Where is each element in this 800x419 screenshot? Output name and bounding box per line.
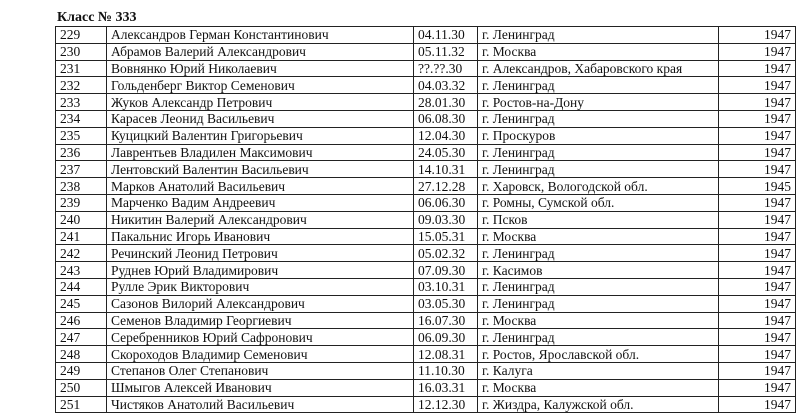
graduation-year: 1945 (719, 178, 796, 195)
student-name: Руднев Юрий Владимирович (107, 262, 414, 279)
row-number: 232 (56, 77, 107, 94)
birth-date: 15.05.31 (414, 228, 478, 245)
student-name: Жуков Александр Петрович (107, 94, 414, 111)
student-name: Пакальнис Игорь Иванович (107, 228, 414, 245)
birth-date: 12.04.30 (414, 127, 478, 144)
graduation-year: 1947 (719, 312, 796, 329)
row-number: 241 (56, 228, 107, 245)
student-name: Гольденберг Виктор Семенович (107, 77, 414, 94)
student-name: Чистяков Анатолий Васильевич (107, 396, 414, 413)
birth-place: г. Ленинград (478, 144, 719, 161)
graduation-year: 1947 (719, 110, 796, 127)
birth-place: г. Ромны, Сумской обл. (478, 194, 719, 211)
table-row (56, 43, 796, 60)
graduation-year: 1947 (719, 211, 796, 228)
student-name: Куцицкий Валентин Григорьевич (107, 127, 414, 144)
birth-date: 06.08.30 (414, 110, 478, 127)
birth-place: г. Москва (478, 312, 719, 329)
student-name: Никитин Валерий Александрович (107, 211, 414, 228)
birth-place: г. Калуга (478, 362, 719, 379)
birth-place: г. Москва (478, 379, 719, 396)
graduation-year: 1947 (719, 362, 796, 379)
row-number: 237 (56, 161, 107, 178)
graduation-year: 1947 (719, 346, 796, 363)
birth-date: 16.07.30 (414, 312, 478, 329)
birth-date: 03.05.30 (414, 295, 478, 312)
student-name: Марченко Вадим Андреевич (107, 194, 414, 211)
table-row (56, 245, 796, 262)
class-caption: Класс № 333 (57, 10, 137, 25)
graduation-year: 1947 (719, 194, 796, 211)
student-name: Серебренников Юрий Сафронович (107, 329, 414, 346)
student-name: Сазонов Вилорий Александрович (107, 295, 414, 312)
graduation-year: 1947 (719, 60, 796, 77)
row-number: 239 (56, 194, 107, 211)
graduation-year: 1947 (719, 161, 796, 178)
birth-place: г. Ленинград (478, 245, 719, 262)
graduation-year: 1947 (719, 127, 796, 144)
birth-place: г. Ленинград (478, 77, 719, 94)
birth-date: 27.12.28 (414, 178, 478, 195)
birth-date: 05.11.32 (414, 43, 478, 60)
birth-date: 14.10.31 (414, 161, 478, 178)
row-number: 249 (56, 362, 107, 379)
birth-date: 04.11.30 (414, 27, 478, 44)
graduation-year: 1947 (719, 144, 796, 161)
graduation-year: 1947 (719, 295, 796, 312)
row-number: 251 (56, 396, 107, 413)
table-row (56, 346, 796, 363)
birth-place: г. Проскуров (478, 127, 719, 144)
graduation-year: 1947 (719, 228, 796, 245)
row-number: 230 (56, 43, 107, 60)
birth-date: 03.10.31 (414, 278, 478, 295)
graduation-year: 1947 (719, 77, 796, 94)
table-row (56, 211, 796, 228)
table-row (56, 161, 796, 178)
table-row (56, 144, 796, 161)
student-name: Лаврентьев Владилен Максимович (107, 144, 414, 161)
table-row (56, 379, 796, 396)
graduation-year: 1947 (719, 43, 796, 60)
student-name: Абрамов Валерий Александрович (107, 43, 414, 60)
birth-date: 09.03.30 (414, 211, 478, 228)
birth-date: 24.05.30 (414, 144, 478, 161)
table-row (56, 329, 796, 346)
birth-place: г. Касимов (478, 262, 719, 279)
birth-place: г. Москва (478, 43, 719, 60)
row-number: 240 (56, 211, 107, 228)
birth-place: г. Ленинград (478, 278, 719, 295)
student-table (55, 26, 796, 413)
student-name: Марков Анатолий Васильевич (107, 178, 414, 195)
row-number: 244 (56, 278, 107, 295)
birth-place: г. Харовск, Вологодской обл. (478, 178, 719, 195)
table-row (56, 362, 796, 379)
birth-place: г. Жиздра, Калужской обл. (478, 396, 719, 413)
birth-place: г. Ростов, Ярославской обл. (478, 346, 719, 363)
birth-place: г. Ленинград (478, 27, 719, 44)
table-row (56, 127, 796, 144)
birth-date: 05.02.32 (414, 245, 478, 262)
row-number: 229 (56, 27, 107, 44)
table-row (56, 77, 796, 94)
row-number: 246 (56, 312, 107, 329)
table-row (56, 94, 796, 111)
student-name: Шмыгов Алексей Иванович (107, 379, 414, 396)
row-number: 247 (56, 329, 107, 346)
birth-date: 16.03.31 (414, 379, 478, 396)
graduation-year: 1947 (719, 245, 796, 262)
birth-place: г. Ленинград (478, 329, 719, 346)
table-row (56, 278, 796, 295)
row-number: 250 (56, 379, 107, 396)
graduation-year: 1947 (719, 329, 796, 346)
table-row (56, 110, 796, 127)
birth-place: г. Александров, Хабаровского края (478, 60, 719, 77)
row-number: 234 (56, 110, 107, 127)
birth-date: 07.09.30 (414, 262, 478, 279)
birth-place: г. Ленинград (478, 110, 719, 127)
row-number: 238 (56, 178, 107, 195)
row-number: 231 (56, 60, 107, 77)
graduation-year: 1947 (719, 379, 796, 396)
graduation-year: 1947 (719, 396, 796, 413)
table-row (56, 27, 796, 44)
student-name: Вовнянко Юрий Николаевич (107, 60, 414, 77)
graduation-year: 1947 (719, 94, 796, 111)
table-row (56, 178, 796, 195)
student-name: Степанов Олег Степанович (107, 362, 414, 379)
table-row (56, 194, 796, 211)
graduation-year: 1947 (719, 27, 796, 44)
birth-date: 12.08.31 (414, 346, 478, 363)
birth-place: г. Ростов-на-Дону (478, 94, 719, 111)
student-name: Лентовский Валентин Васильевич (107, 161, 414, 178)
table-row (56, 312, 796, 329)
graduation-year: 1947 (719, 278, 796, 295)
row-number: 236 (56, 144, 107, 161)
student-table-body (56, 27, 796, 413)
student-name: Семенов Владимир Георгиевич (107, 312, 414, 329)
birth-date: 06.09.30 (414, 329, 478, 346)
row-number: 235 (56, 127, 107, 144)
birth-date: ??.??.30 (414, 60, 478, 77)
row-number: 233 (56, 94, 107, 111)
student-name: Карасев Леонид Васильевич (107, 110, 414, 127)
table-row (56, 295, 796, 312)
student-name: Александров Герман Константинович (107, 27, 414, 44)
birth-place: г. Ленинград (478, 161, 719, 178)
row-number: 245 (56, 295, 107, 312)
birth-date: 06.06.30 (414, 194, 478, 211)
student-name: Речинский Леонид Петрович (107, 245, 414, 262)
birth-date: 12.12.30 (414, 396, 478, 413)
row-number: 243 (56, 262, 107, 279)
table-row (56, 396, 796, 413)
birth-date: 04.03.32 (414, 77, 478, 94)
birth-place: г. Псков (478, 211, 719, 228)
birth-date: 11.10.30 (414, 362, 478, 379)
birth-date: 28.01.30 (414, 94, 478, 111)
row-number: 248 (56, 346, 107, 363)
table-row (56, 228, 796, 245)
table-row (56, 262, 796, 279)
birth-place: г. Ленинград (478, 295, 719, 312)
table-row (56, 60, 796, 77)
birth-place: г. Москва (478, 228, 719, 245)
graduation-year: 1947 (719, 262, 796, 279)
student-name: Скороходов Владимир Семенович (107, 346, 414, 363)
row-number: 242 (56, 245, 107, 262)
student-name: Рулле Эрик Викторович (107, 278, 414, 295)
